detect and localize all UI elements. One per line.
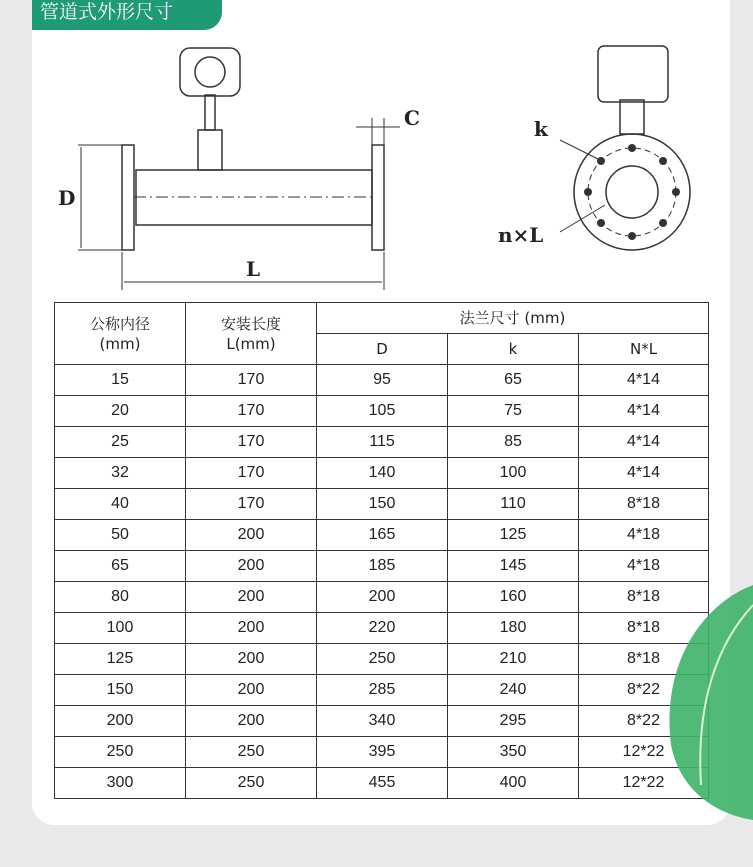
cell-nominal: 40 — [55, 489, 186, 520]
cell-nl: 4*14 — [579, 458, 709, 489]
table-body — [55, 365, 709, 799]
header-nominal-diameter — [55, 303, 186, 365]
front-bore — [606, 166, 658, 218]
dimension-table — [54, 302, 709, 799]
cell-nl: 8*22 — [579, 706, 709, 737]
left-flange — [122, 145, 134, 250]
sensor-stem — [205, 95, 215, 130]
table-row — [55, 458, 709, 489]
cell-d: 340 — [317, 706, 448, 737]
cell-d: 150 — [317, 489, 448, 520]
cell-nominal: 25 — [55, 427, 186, 458]
cell-nominal: 32 — [55, 458, 186, 489]
cell-length: 200 — [186, 613, 317, 644]
cell-nl: 12*22 — [579, 737, 709, 768]
front-head — [598, 46, 668, 102]
table-row — [55, 520, 709, 551]
header-nominal-diameter-unit: (mm) — [99, 334, 141, 353]
header-flange: 法兰尺寸 (mm) — [317, 303, 709, 334]
cell-nl: 8*18 — [579, 644, 709, 675]
cell-nominal: 80 — [55, 582, 186, 613]
header-d: D — [317, 334, 448, 365]
cell-d: 105 — [317, 396, 448, 427]
cell-k: 85 — [448, 427, 579, 458]
cell-nominal: 15 — [55, 365, 186, 396]
cell-k: 65 — [448, 365, 579, 396]
cell-nl: 4*18 — [579, 551, 709, 582]
cell-d: 455 — [317, 768, 448, 799]
cell-nl: 4*18 — [579, 520, 709, 551]
table-row — [55, 737, 709, 768]
cell-k: 125 — [448, 520, 579, 551]
cell-nominal: 100 — [55, 613, 186, 644]
cell-nominal: 250 — [55, 737, 186, 768]
cell-d: 395 — [317, 737, 448, 768]
header-k: k — [448, 334, 579, 365]
cell-nominal: 20 — [55, 396, 186, 427]
cell-d: 200 — [317, 582, 448, 613]
cell-nl: 8*18 — [579, 613, 709, 644]
header-install-length-label: 安装长度 — [220, 314, 281, 333]
cell-nominal: 50 — [55, 520, 186, 551]
cell-k: 210 — [448, 644, 579, 675]
cell-length: 200 — [186, 520, 317, 551]
right-flange — [372, 145, 384, 250]
cell-k: 180 — [448, 613, 579, 644]
cell-length: 170 — [186, 427, 317, 458]
cell-d: 220 — [317, 613, 448, 644]
cell-d: 95 — [317, 365, 448, 396]
cell-nl: 8*22 — [579, 675, 709, 706]
table-row — [55, 365, 709, 396]
cell-nominal: 300 — [55, 768, 186, 799]
cell-length: 170 — [186, 489, 317, 520]
front-neck — [620, 100, 644, 134]
cell-nl: 4*14 — [579, 396, 709, 427]
cell-nl: 8*18 — [579, 489, 709, 520]
header-install-length — [186, 303, 317, 365]
table-row — [55, 706, 709, 737]
cell-length: 170 — [186, 458, 317, 489]
cell-length: 200 — [186, 551, 317, 582]
header-nominal-diameter-label: 公称内径 — [89, 314, 150, 333]
table-row — [55, 644, 709, 675]
cell-length: 170 — [186, 365, 317, 396]
cell-nominal: 65 — [55, 551, 186, 582]
cell-length: 170 — [186, 396, 317, 427]
cell-d: 285 — [317, 675, 448, 706]
header-nl: N*L — [579, 334, 709, 365]
cell-k: 295 — [448, 706, 579, 737]
cell-d: 185 — [317, 551, 448, 582]
cell-nominal: 150 — [55, 675, 186, 706]
table-row — [55, 489, 709, 520]
table-row — [55, 768, 709, 799]
cell-k: 400 — [448, 768, 579, 799]
cell-length: 200 — [186, 582, 317, 613]
section-title: 管道式外形尺寸 — [32, 0, 222, 30]
transmitter-head — [180, 48, 240, 96]
cell-nl: 4*14 — [579, 427, 709, 458]
table-row — [55, 396, 709, 427]
cell-length: 250 — [186, 768, 317, 799]
label-d: D — [58, 186, 76, 210]
table-row — [55, 551, 709, 582]
transmitter-display — [195, 57, 225, 87]
cell-k: 160 — [448, 582, 579, 613]
cell-nl: 8*18 — [579, 582, 709, 613]
cell-d: 115 — [317, 427, 448, 458]
table-row — [55, 582, 709, 613]
dimension-drawing — [0, 0, 753, 300]
leaf-decoration — [661, 585, 753, 820]
cell-length: 200 — [186, 644, 317, 675]
label-c: C — [404, 106, 420, 130]
sensor-neck — [198, 130, 222, 170]
cell-k: 145 — [448, 551, 579, 582]
cell-d: 165 — [317, 520, 448, 551]
cell-d: 250 — [317, 644, 448, 675]
cell-nominal: 200 — [55, 706, 186, 737]
label-nl: n×L — [498, 223, 544, 247]
header-install-length-unit: L(mm) — [226, 334, 276, 353]
cell-length: 200 — [186, 675, 317, 706]
cell-k: 75 — [448, 396, 579, 427]
label-l: L — [246, 257, 261, 281]
cell-d: 140 — [317, 458, 448, 489]
cell-nl: 4*14 — [579, 365, 709, 396]
table-row — [55, 427, 709, 458]
cell-k: 110 — [448, 489, 579, 520]
cell-length: 200 — [186, 706, 317, 737]
cell-k: 240 — [448, 675, 579, 706]
cell-nominal: 125 — [55, 644, 186, 675]
cell-length: 250 — [186, 737, 317, 768]
cell-k: 100 — [448, 458, 579, 489]
table-row — [55, 613, 709, 644]
table-row — [55, 675, 709, 706]
cell-nl: 12*22 — [579, 768, 709, 799]
label-k: k — [534, 117, 548, 141]
cell-k: 350 — [448, 737, 579, 768]
